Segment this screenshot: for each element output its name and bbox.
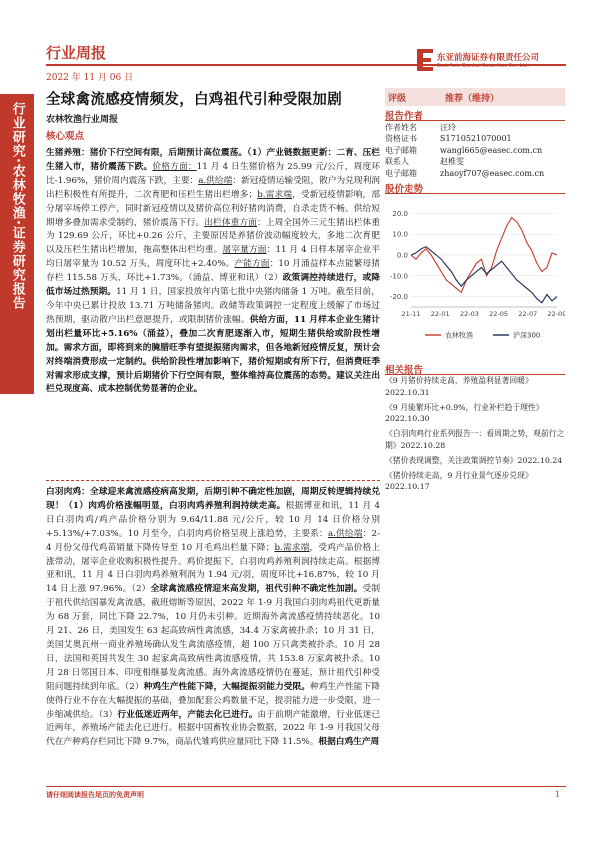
- related-report-item[interactable]: 《猪价表现调整，关注政策调控节奏》2022.10.24: [385, 455, 563, 465]
- legend-label: 沪深300: [513, 331, 541, 340]
- related-report-item[interactable]: 《9 月猪价持续走高，养殖盈利显著回暖》2022.10.31: [385, 376, 533, 397]
- x-tick-label: 22-09: [547, 310, 565, 318]
- legend-label: 农林牧渔: [445, 331, 473, 340]
- page-number: 1: [555, 790, 561, 799]
- text-segment: 出栏体重方面: [204, 217, 258, 228]
- text-segment: ，受鸡产品价格上涨带动，屠宰企业收购积极性提升。鸡价提振下，白羽肉鸡养殖利润持续走高。根据博亚和讯，11 月 4 日白羽肉鸡养殖利润为 1.94 元/羽，周度环比+16.87%，较 10 月 14 日上涨 97.96%。（2）: [46, 542, 380, 595]
- paragraph-pig: [46, 147, 380, 474]
- author-info-value: 汪玲: [440, 123, 456, 132]
- y-tick-label: 0.0: [396, 251, 408, 260]
- related-report-item[interactable]: 《猪价持续走高，9 月行业景气逐步兑现》2022.10.17: [385, 470, 533, 492]
- author-info-row: [385, 133, 565, 144]
- side-label: 行业研究·农林牧渔·证券研究报告: [9, 102, 25, 310]
- text-segment: 行业低迷近两年，产能去化已进行。: [117, 709, 258, 720]
- author-info-key: 作者姓名: [385, 123, 417, 132]
- text-segment: 受制于祖代供给国暴发禽流感，截班熔断等原因，2022 年 1-9 月我国白羽肉鸡祖代更新量为 68 万套，同比下降 22.7%，10 月仍未引种。近期海外禽流感疫情持续恶化。10 月 21、26 日，美国发生 63 起高致病性禽流感，34.4 万家禽被扑杀；10 月 31 日，美国艾奥瓦州一商业养殖场确认发生禽流感疫情，超 100 万只禽类被扑杀。10 月 28 日，法国和英国共发生 30 起家禽高致病性禽流感疫情，共 153.8 万家禽被扑杀。10 月 28 日邻国日本、印度相继暴发禽流感。海外禽流感疫情仍在蔓延，预计祖代引种受阻问题持续到年底。（2）: [46, 584, 380, 692]
- related-report-item[interactable]: 《9 月能繁环比+0.9%，行业补栏趋于理性》2022.10.30: [385, 402, 544, 424]
- text-segment: b.需求端: [274, 542, 310, 553]
- text-segment: 政策调控持续进行，或降低市场过热预期。: [46, 273, 380, 298]
- text-segment: 根据博亚和讯，11 月 4 日白羽肉鸡/鸡产品价格分别为 9.64/11.88 元/公斤，较 10 月 14 日价格分别+5.13%/+7.03%。10 月至今，白羽肉鸡价格呈现上涨趋势，主要系：: [46, 500, 380, 539]
- y-tick-label: -20.0: [389, 293, 408, 302]
- text-segment: 供给方面，11 月样本企业生猪计划出栏量环比+5.16%（涌益），叠加二次育肥逐渐入市，短期生猪供给或阶段性增加。需求方面，即将到来的腌腊旺季有望提振猪肉需求，但各地新冠疫情反复，预计会对终端消费形成一定制约。供给阶段性增加影响下，猪价短期或有所下行，但消费旺季对需求形成支撑，预计后期猪价下行空间有限，整体维持高位震荡的态势。建议关注出栏兑现度高、成本控制优势显著的企业。: [46, 314, 380, 395]
- text-segment: 白羽肉鸡：全球迎来禽流感疫病高发期，后期引种不确定性加剧，周期反转逻辑持续兑现！（1）肉鸡价格涨幅明显，白羽肉鸡养殖利润持续走高。: [46, 487, 380, 511]
- text-segment: a.供给端: [198, 175, 233, 186]
- rating-label: 评级: [388, 93, 407, 104]
- footer-disclaimer: 请仔细阅读报告尾页的免责声明: [46, 790, 144, 799]
- x-tick-label: 22-01: [430, 310, 450, 318]
- logo-cn: 东亚前海证券有限责任公司: [437, 53, 540, 63]
- y-tick-label: 10.0: [392, 230, 408, 239]
- author-info-key: 电子邮箱: [385, 145, 417, 155]
- author-info-table: [385, 122, 565, 179]
- logo-mark-icon: [415, 47, 435, 73]
- author-info-value: wangl665@easec.com.cn: [440, 145, 543, 155]
- footer-rule: [46, 786, 566, 787]
- side-label-bar: [0, 94, 34, 394]
- text-segment: 种鸡生产性能下降使得行业不存在大幅提振的基础，叠加配套公鸡数量不足，提羽能力进一步受限，进一步缩减供给。（3）: [46, 681, 380, 720]
- author-info-key: 电子邮箱: [385, 168, 417, 178]
- core-view-heading: 核心观点: [46, 131, 85, 142]
- author-info-row: [385, 122, 565, 133]
- related-reports-list: [385, 375, 565, 496]
- text-segment: ：11 月 4 日样本屠宰企业平均日屠宰量为 10.52 万头，周度环比+2.40%。: [46, 245, 380, 270]
- related-heading: 相关报告: [385, 365, 424, 376]
- text-segment: 11 月 1 日，国家投放年内第七批中央猪肉储备 1 万吨。截至目前，今年中央已累计投放 13.71 万吨储备猪肉。政储等政策调控一定程度上缓解了市场过热预期，驱动散户出栏意愿提升，或限制猪价涨幅。: [46, 287, 380, 325]
- text-segment: ：上周全国外三元生猪出栏体重为 129.69 公斤，环比+0.26 公斤，主要原因是养猪价波动幅度较大，多地二次育肥以及压栏生猪出栏增加，拖高整体出栏均重。: [46, 217, 380, 256]
- author-info-key: 资格证书: [385, 134, 417, 144]
- author-info-value: zhaoyf707@easec.com.cn: [440, 168, 545, 178]
- x-tick-label: 22-07: [518, 310, 538, 318]
- page-title: 全球禽流感疫情频发，白鸡祖代引种受限加剧: [46, 92, 342, 108]
- logo-en: East Asia Qianhai Securities Co., Ltd.: [437, 63, 530, 69]
- paragraph-broiler: [46, 486, 380, 778]
- text-segment: ：新冠疫情运输受阻，散户为兑现利润出栏积极性有所提升，二次育肥和压栏生猪出栏增多；: [46, 175, 380, 200]
- chart-heading: 股价走势: [385, 184, 424, 195]
- text-segment: 价格方面：: [152, 161, 197, 172]
- author-info-value: 赵椎雯: [440, 157, 464, 167]
- y-tick-label: 20.0: [392, 209, 408, 218]
- text-segment: 根据白鸡生产周: [318, 737, 380, 748]
- author-info-value: S1710521070001: [440, 134, 512, 144]
- x-tick-label: 22-03: [459, 310, 479, 318]
- rating-value: 推荐（维持）: [445, 93, 500, 104]
- author-info-row: [385, 156, 565, 167]
- y-tick-label: -10.0: [389, 272, 408, 281]
- text-segment: 生猪养殖：猪价下行空间有限，后期预计高位震荡。（1）产业链数据更新：二育、压栏生猪入市，猪价震荡下跌。: [46, 148, 380, 172]
- company-logo: [415, 47, 575, 81]
- text-segment: ：2-4 月份父母代鸡苗销量下降传导至 10 月毛鸡出栏量下降；: [46, 528, 380, 553]
- text-segment: ，受新冠疫情影响，部分屠宰场停工停产，同时新冠疫情以及猪价高位利好猪肉消费，自杀走货不畅。供给短期增多叠加需求受制约，猪价震荡下行。: [46, 189, 380, 228]
- text-segment: 全球禽流感疫情迎来高发期，祖代引种不确定性加剧。: [150, 584, 363, 595]
- report-subtitle: 农林牧渔行业周报: [46, 115, 119, 125]
- section-divider: [46, 480, 380, 481]
- x-tick-label: 22-05: [489, 310, 509, 318]
- section-title: 行业周报: [46, 44, 107, 62]
- x-tick-label: 21-11: [401, 310, 421, 318]
- text-segment: 产能方面: [234, 259, 270, 270]
- author-rule: [385, 120, 565, 121]
- rating-row: [385, 88, 565, 106]
- text-segment: 种鸡生产性能下降，大幅提振羽能力受限。: [143, 681, 310, 692]
- text-segment: b.需求端: [257, 189, 293, 200]
- related-report-item[interactable]: 《白羽肉鸡行业系列报告一：看周期之势，观前行之期》2022.10.28: [385, 429, 565, 450]
- text-segment: 屠宰量方面: [222, 245, 267, 256]
- report-date: 2022 年 11 月 06 日: [46, 73, 134, 83]
- author-info-row: [385, 145, 565, 156]
- text-segment: ：10 月涌益样本点能繁母猪存栏 115.58 万头，环比+1.73%。（涌益、博亚和讯）（2）: [46, 259, 380, 284]
- text-segment: 由于前期产能激增，行业低迷已近两年，养殖场产能去化已进行。根据中国畜牧业协会数据，2022 年 1-9 月我国父母代在产种鸡存栏同比下降 9.7%，商品代雏鸡供应量同比下降 11.5%。: [46, 709, 380, 748]
- author-info-row: [385, 168, 565, 179]
- text-segment: 11 月 4 日生猪价格为 25.99 元/公斤，周度环比-1.96%，猪价周内震荡下跌，主要：: [46, 161, 380, 186]
- stock-trend-svg: [385, 195, 565, 355]
- chart-rule: [385, 193, 565, 194]
- author-info-key: 联系人: [385, 157, 409, 167]
- author-heading: 报告作者: [385, 111, 424, 122]
- text-segment: a.供给端: [327, 528, 363, 539]
- stock-trend-chart: [385, 195, 565, 355]
